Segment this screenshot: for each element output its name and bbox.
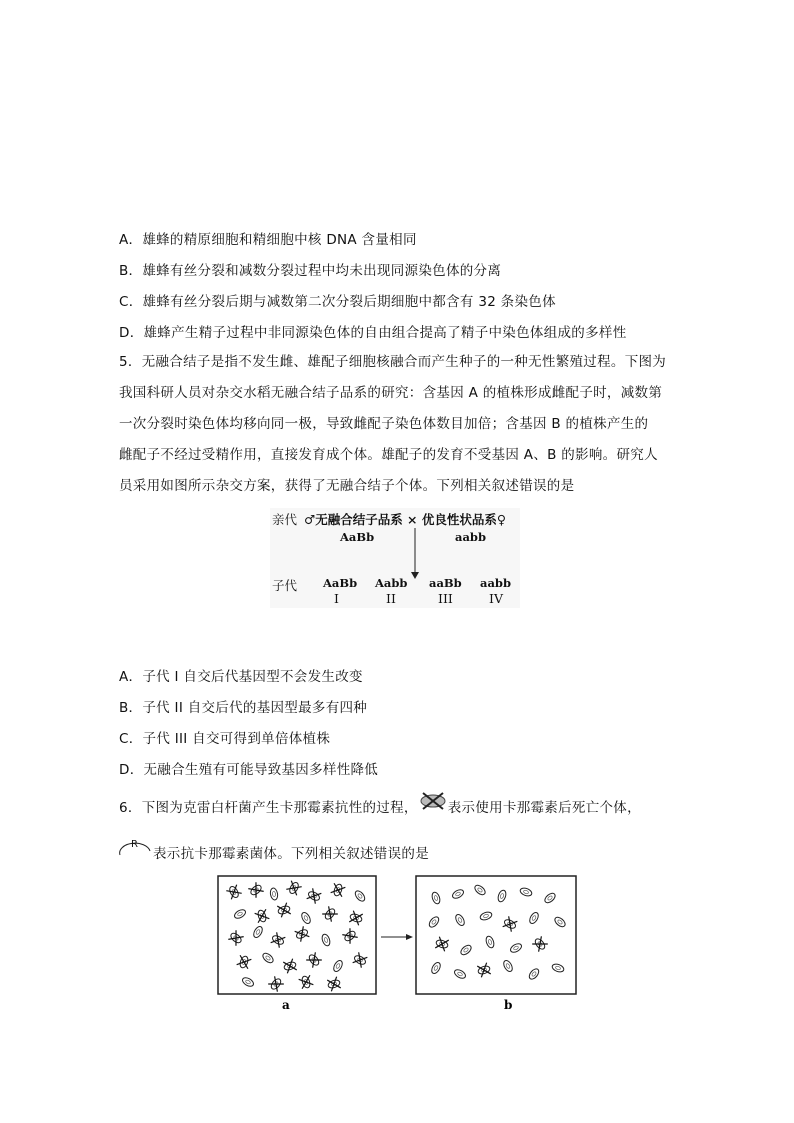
q5-option-d: D．无融合生殖有可能导致基因多样性降低 bbox=[119, 762, 379, 778]
offspring-numeral: II bbox=[386, 591, 396, 606]
q4-option-d: D．雄蜂产生精子过程中非同源染色体的自由组合提高了精子中染色体组成的多样性 bbox=[119, 325, 627, 341]
q5-option-a: A．子代 I 自交后代基因型不会发生改变 bbox=[119, 669, 363, 685]
q5-stem-line: 5．无融合结子是指不发生雌、雄配子细胞核融合而产生种子的一种无性繁殖过程。下图为 bbox=[119, 354, 667, 370]
q6-stem-part3: 表示抗卡那霉素菌体。下列相关叙述错误的是 bbox=[153, 846, 429, 862]
offspring-numeral: III bbox=[438, 591, 453, 606]
q5-stem-line: 我国科研人员对杂交水稻无融合结子品系的研究：含基因 A 的植株形成雌配子时，减数第 bbox=[119, 385, 663, 401]
q6-stem-line1 bbox=[119, 796, 641, 816]
offspring-genotype: Aabb bbox=[375, 576, 408, 590]
dead-bacterium-icon bbox=[418, 790, 448, 812]
q5-stem-line: 员采用如图所示杂交方案，获得了无融合结子个体。下列相关叙述错误的是 bbox=[119, 478, 575, 494]
q4-option-b: B．雄蜂有丝分裂和减数分裂过程中均未出现同源染色体的分离 bbox=[119, 263, 502, 279]
male-genotype: AaBb bbox=[340, 530, 375, 544]
q5-option-c: C．子代 III 自交可得到单倍体植株 bbox=[119, 731, 331, 747]
transition-arrow bbox=[381, 934, 413, 940]
q5-option-b: B．子代 II 自交后代的基因型最多有四种 bbox=[119, 700, 368, 716]
q5-stem bbox=[119, 352, 679, 507]
panel-a-label: a bbox=[282, 998, 290, 1012]
offspring-numeral: IV bbox=[489, 591, 503, 606]
q6-stem-part1: 6．下图为克雷白杆菌产生卡那霉素抗性的过程， bbox=[119, 800, 418, 816]
q6-stem-part2: 表示使用卡那霉素后死亡个体， bbox=[447, 800, 641, 816]
q4-option-a: A．雄蜂的精原细胞和精细胞中核 DNA 含量相同 bbox=[119, 232, 417, 248]
q5-cross-diagram bbox=[270, 508, 520, 608]
q5-stem-line: 一次分裂时染色体均移向同一极，导致雌配子染色体数目加倍；含基因 B 的植株产生的 bbox=[119, 416, 649, 432]
panel-b-label: b bbox=[504, 998, 513, 1012]
q6-bacteria-figure bbox=[210, 870, 582, 1012]
offspring-genotype: aaBb bbox=[429, 576, 462, 590]
q6-stem-line2 bbox=[117, 839, 429, 862]
resistant-symbol: R bbox=[131, 839, 139, 850]
offspring-genotype: aabb bbox=[480, 576, 511, 590]
q5-stem-line: 雌配子不经过受精作用，直接发育成个体。雄配子的发育不受基因 A、B 的影响。研究人 bbox=[119, 447, 658, 463]
resistant-bacterium-icon bbox=[117, 837, 153, 857]
q4-option-c: C．雄蜂有丝分裂后期与减数第二次分裂后期细胞中都含有 32 条染色体 bbox=[119, 294, 556, 310]
cross-arrow bbox=[410, 528, 420, 580]
offspring-numeral: I bbox=[334, 591, 339, 606]
offspring-label: 子代 bbox=[272, 578, 298, 593]
female-genotype: aabb bbox=[455, 530, 486, 544]
parent-cross: ♂无融合结子品系 × 优良性状品系♀ bbox=[304, 512, 507, 527]
parent-label: 亲代 bbox=[272, 512, 298, 527]
offspring-genotype: AaBb bbox=[323, 576, 358, 590]
